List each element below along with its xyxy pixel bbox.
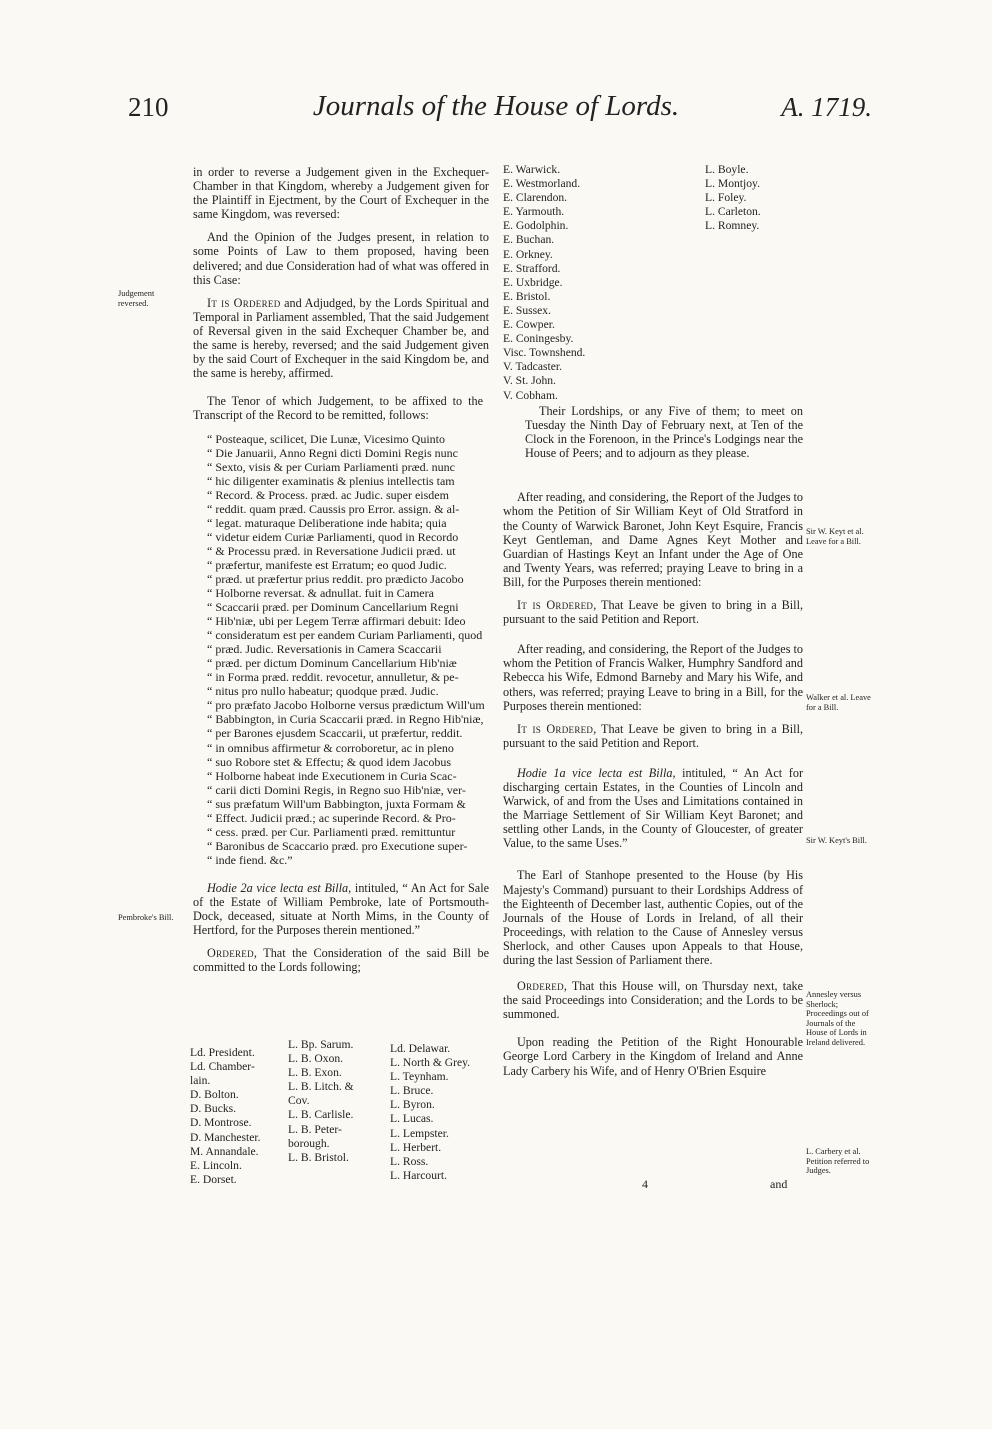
- lords-column-3: [390, 1042, 470, 1183]
- quote-line: “ videtur eidem Curiæ Parliamenti, quod in Recordo: [207, 529, 459, 544]
- paragraph: The Tenor of which Judgement, to be affixed to the Transcript of the Record to be remitted, follows:: [193, 394, 483, 423]
- ordered-lead: It is Ordered: [517, 721, 594, 736]
- paragraph: [503, 766, 803, 851]
- quote-line: “ præd. Judic. Reversationis in Camera Scaccarii: [207, 642, 442, 657]
- lord-name: L. Romney.: [705, 219, 760, 233]
- paragraph: [193, 881, 489, 937]
- paragraph-text: , That Leave be given to bring in a Bill, pursuant to the said Petition and Report.: [503, 721, 804, 750]
- page-number: 210: [128, 92, 169, 122]
- paragraph: Their Lordships, or any Five of them; to meet on Tuesday the Ninth Day of February next, at Ten of the Clock in the Forenoon, in the Prince's Lodgings near the House of Peers; and to adjourn as they please.: [525, 404, 803, 461]
- paragraph-text: , That the Consideration of the said Bill be committed to the Lords following;: [193, 946, 489, 975]
- lord-name: L. Herbert.: [390, 1140, 442, 1154]
- lord-name: L. Byron.: [390, 1098, 435, 1112]
- paragraph: [193, 946, 489, 974]
- quote-line: “ Record. & Process. præd. ac Judic. super eisdem: [207, 487, 449, 502]
- margin-note-keyt-leave: Sir W. Keyt et al. Leave for a Bill.: [806, 527, 864, 546]
- lord-name: E. Godolphin.: [503, 219, 569, 233]
- lords-column-4: [503, 163, 585, 403]
- latin-judgement-quote: [193, 432, 489, 867]
- lord-name: L. B. Bristol.: [288, 1150, 349, 1164]
- hodie-lead: Hodie 2a vice lecta est Billa,: [207, 880, 352, 895]
- paragraph: in order to reverse a Judgement given in the Exchequer-Chamber in that Kingdom, whereby a Judgement given for the Plaintiff in Ejectment, by the Court of Exchequer in the same Kingdom, was reversed:: [193, 165, 489, 222]
- quote-line: “ Babbington, in Curia Scaccarii præd. in Regno Hib'niæ,: [207, 712, 484, 727]
- lord-name: L. Lucas.: [390, 1112, 434, 1126]
- quote-line: “ Scaccarii præd. per Dominum Cancellarium Regni: [207, 600, 459, 615]
- paragraph: Upon reading the Petition of the Right Honourable George Lord Carbery in the Kingdom of Ireland and Anne Lady Carbery his Wife, and of Henry O'Brien Esquire: [503, 1035, 803, 1078]
- paragraph: [503, 722, 803, 750]
- lord-name: L. Harcourt.: [390, 1168, 447, 1182]
- quote-line: “ Posteaque, scilicet, Die Lunæ, Vicesimo Quinto: [207, 431, 446, 446]
- ordered-lead: Ordered: [517, 979, 564, 994]
- lord-name: L. B. Litch. &: [288, 1080, 354, 1094]
- lords-column-5: [705, 163, 761, 233]
- quote-line: “ præd. per dictum Dominum Cancellarium Hib'niæ: [207, 656, 457, 671]
- signature-mark: 4: [642, 1177, 648, 1191]
- quote-line: “ consideratum est per eandem Curiam Parliamenti, quod: [207, 628, 483, 643]
- lord-name: L. Ross.: [390, 1154, 429, 1168]
- quote-line: “ in omnibus affirmetur & corroboretur, ac in pleno: [207, 740, 454, 755]
- lord-name: M. Annandale.: [190, 1144, 259, 1158]
- paragraph-text: intituled, “ An Act for Sale of the Estate of William Pembroke, late of Portsmouth-Dock, deceased, situate at North Mims, in the County of Hertford, for the Purposes therein mentioned.”: [193, 880, 489, 938]
- lord-name: Ld. Delawar.: [390, 1042, 451, 1055]
- lord-name: Cov.: [288, 1094, 310, 1108]
- lord-name: D. Montrose.: [190, 1116, 252, 1130]
- paragraph: After reading, and considering, the Report of the Judges to whom the Petition of Francis Walker, Humphry Sandford and Rebecca his Wife, Edmond Barneby and Mary his Wife, and others, was referred; praying Leave to bring in a Bill, for the Purposes therein mentioned:: [503, 642, 803, 713]
- paragraph: [503, 979, 803, 1021]
- lord-name: Ld. Chamber-: [190, 1060, 255, 1074]
- lord-name: L. Carleton.: [705, 205, 761, 219]
- paragraph-text: , That Leave be given to bring in a Bill, pursuant to the said Petition and Report.: [503, 598, 804, 627]
- lord-name: lain.: [190, 1074, 211, 1088]
- quote-line: “ sus præfatum Will'um Babbington, juxta Formam &: [207, 796, 466, 811]
- lord-name: E. Lincoln.: [190, 1158, 242, 1172]
- lords-committee-list-continued: [503, 163, 803, 413]
- lord-name: E. Coningesby.: [503, 332, 574, 346]
- paragraph: [193, 296, 489, 381]
- paragraph-text: intituled, “ An Act for discharging certain Estates, in the Counties of Lincoln and Warwick, of and from the Uses and Limitations contained in the Marriage Settlement of Sir William Keyt Baronet; and settling other Lands, in the County of Gloucester, of greater Value, to the same Uses.”: [503, 765, 803, 851]
- quote-line: “ præd. ut præfertur prius reddit. pro prædicto Jacobo: [207, 571, 464, 586]
- page-year: A. 1719.: [781, 92, 872, 122]
- lord-name: E. Clarendon.: [503, 191, 568, 205]
- lord-name: E. Westmorland.: [503, 177, 581, 191]
- lord-name: L. B. Carlisle.: [288, 1108, 354, 1122]
- margin-note-annesley: Annesley versus Sherlock; Proceedings out of Journals of the House of Lords in Ireland delivered.: [806, 990, 869, 1047]
- quote-line: “ Hib'niæ, ubi per Legem Terræ affirmari debuit: Ideo: [207, 614, 466, 629]
- lord-name: borough.: [288, 1136, 330, 1150]
- paragraph-text: , That this House will, on Thursday next, take the said Proceedings into Consideration; and the Lords to be summoned.: [503, 979, 803, 1022]
- margin-note-carbery: L. Carbery et al. Petition referred to Judges.: [806, 1147, 870, 1176]
- quote-line: “ per Barones ejusdem Scaccarii, ut præfertur, reddit.: [207, 726, 463, 741]
- lord-name: E. Sussex.: [503, 303, 551, 317]
- ordered-lead: It is Ordered: [207, 295, 281, 310]
- lord-name: E. Bristol.: [503, 289, 551, 303]
- lord-name: L. Montjoy.: [705, 177, 760, 191]
- lord-name: L. B. Peter-: [288, 1122, 342, 1136]
- lords-column-2: [288, 1038, 354, 1165]
- page-header: [120, 80, 872, 136]
- quote-line: “ & Processu præd. in Reversatione Judicii præd. ut: [207, 543, 456, 558]
- ordered-lead: It is Ordered: [517, 598, 594, 613]
- lord-name: V. Cobham.: [503, 388, 558, 402]
- lord-name: E. Buchan.: [503, 233, 555, 247]
- lord-name: L. Foley.: [705, 191, 747, 205]
- lord-name: V. Tadcaster.: [503, 360, 562, 374]
- lord-name: E. Orkney.: [503, 247, 553, 261]
- margin-note-judgement-reversed: Judgement reversed.: [118, 289, 155, 308]
- quote-line: “ suo Robore stet & Effectu; & quod idem Jacobus: [207, 754, 452, 769]
- quote-line: “ Holborne habeat inde Executionem in Curia Scac-: [207, 768, 457, 783]
- quote-line: “ Die Januarii, Anno Regni dicti Domini Regis nunc: [207, 445, 458, 460]
- ordered-lead: Ordered: [207, 946, 254, 961]
- lord-name: L. Boyle.: [705, 163, 749, 176]
- lord-name: L. Bp. Sarum.: [288, 1038, 354, 1051]
- quote-line: “ nitus pro nullo habeatur; quodque præd. Judic.: [207, 684, 439, 699]
- quote-line: “ cess. præd. per Cur. Parliamenti præd. remittuntur: [207, 824, 456, 839]
- page-title: Journals of the House of Lords.: [312, 90, 680, 122]
- lord-name: L. Lempster.: [390, 1126, 449, 1140]
- paragraph-text: and Adjudged, by the Lords Spiritual and Temporal in Parliament assembled, That the said Judgement of Reversal given in the said Exchequer Chamber be, and the same is hereby, reversed; and the said Judgement given by the said Court of Exchequer in the said Kingdom be, and the same is hereby, affirmed.: [193, 295, 489, 381]
- lord-name: E. Strafford.: [503, 261, 561, 275]
- lords-committee-list: [190, 1038, 490, 1198]
- hodie-lead: Hodie 1a vice lecta est Billa,: [517, 765, 676, 780]
- lord-name: E. Cowper.: [503, 318, 555, 332]
- quote-line: “ pro præfato Jacobo Holborne versus prædictum Will'um: [207, 698, 485, 713]
- lord-name: E. Warwick.: [503, 163, 561, 176]
- quote-line: “ reddit. quam præd. Caussis pro Error. assign. & al-: [207, 501, 460, 516]
- lord-name: Ld. President.: [190, 1046, 255, 1059]
- quote-line: “ Baronibus de Scaccario præd. pro Executione super-: [207, 838, 468, 853]
- lord-name: L. North & Grey.: [390, 1056, 471, 1070]
- quote-line: “ in Forma præd. reddit. revocetur, annulletur, & pe-: [207, 670, 459, 685]
- quote-line: “ legat. maturaque Deliberatione inde habita; quia: [207, 515, 447, 530]
- quote-line: “ carii dicti Domini Regis, in Regno suo Hib'niæ, ver-: [207, 782, 466, 797]
- lords-column-1: [190, 1046, 261, 1187]
- lord-name: E. Dorset.: [190, 1172, 237, 1186]
- paragraph: And the Opinion of the Judges present, in relation to some Points of Law to them proposed, having been delivered; and due Consideration had of what was offered in this Case:: [193, 230, 489, 287]
- paragraph: [503, 598, 803, 626]
- right-column: [503, 404, 803, 1087]
- lord-name: L. Bruce.: [390, 1084, 434, 1098]
- lord-name: D. Manchester.: [190, 1130, 261, 1144]
- margin-note-walker-leave: Walker et al. Leave for a Bill.: [806, 693, 871, 712]
- lord-name: E. Uxbridge.: [503, 275, 563, 289]
- lord-name: L. Teynham.: [390, 1070, 449, 1084]
- left-column: [193, 165, 489, 984]
- quote-line: “ hic diligenter examinatis & plenius intellectis tam: [207, 473, 455, 488]
- lord-name: L. B. Exon.: [288, 1066, 342, 1080]
- paragraph: After reading, and considering, the Report of the Judges to whom the Petition of Sir William Keyt of Old Stratford in the County of Warwick Baronet, John Keyt Esquire, Francis Keyt Gentleman, and Dame Agnes Keyt Mother and Guardian of Hastings Keyt an Infant under the Age of One and Twenty Years, was referred; praying Leave to bring in a Bill, for the Purposes therein mentioned:: [503, 490, 803, 589]
- margin-note-keyt-bill: Sir W. Keyt's Bill.: [806, 836, 867, 845]
- quote-line: “ Effect. Judicii præd.; ac superinde Record. & Pro-: [207, 810, 456, 825]
- quote-line: “ inde fiend. &c.”: [207, 852, 293, 867]
- margin-note-pembroke-bill: Pembroke's Bill.: [118, 913, 174, 922]
- quote-line: “ Sexto, visis & per Curiam Parliamenti præd. nunc: [207, 459, 455, 474]
- lord-name: Visc. Townshend.: [503, 346, 586, 360]
- lord-name: L. B. Oxon.: [288, 1052, 344, 1066]
- lord-name: D. Bucks.: [190, 1102, 237, 1116]
- lord-name: E. Yarmouth.: [503, 205, 565, 219]
- catchword: and: [770, 1177, 788, 1191]
- lord-name: V. St. John.: [503, 374, 556, 388]
- paragraph: The Earl of Stanhope presented to the House (by His Majesty's Command) pursuant to their Lordships Address of the Eighteenth of December last, authentic Copies, out of the Journals of the House of Lords in Ireland, of all their Proceedings, with relation to the Cause of Annesley versus Sherlock, and other Causes upon Appeals to that House, during the last Session of Parliament there.: [503, 868, 803, 967]
- quote-line: “ Holborne reversat. & adnullat. fuit in Camera: [207, 586, 434, 601]
- quote-line: “ præfertur, manifeste est Erratum; eo quod Judic.: [207, 557, 447, 572]
- lord-name: D. Bolton.: [190, 1088, 239, 1102]
